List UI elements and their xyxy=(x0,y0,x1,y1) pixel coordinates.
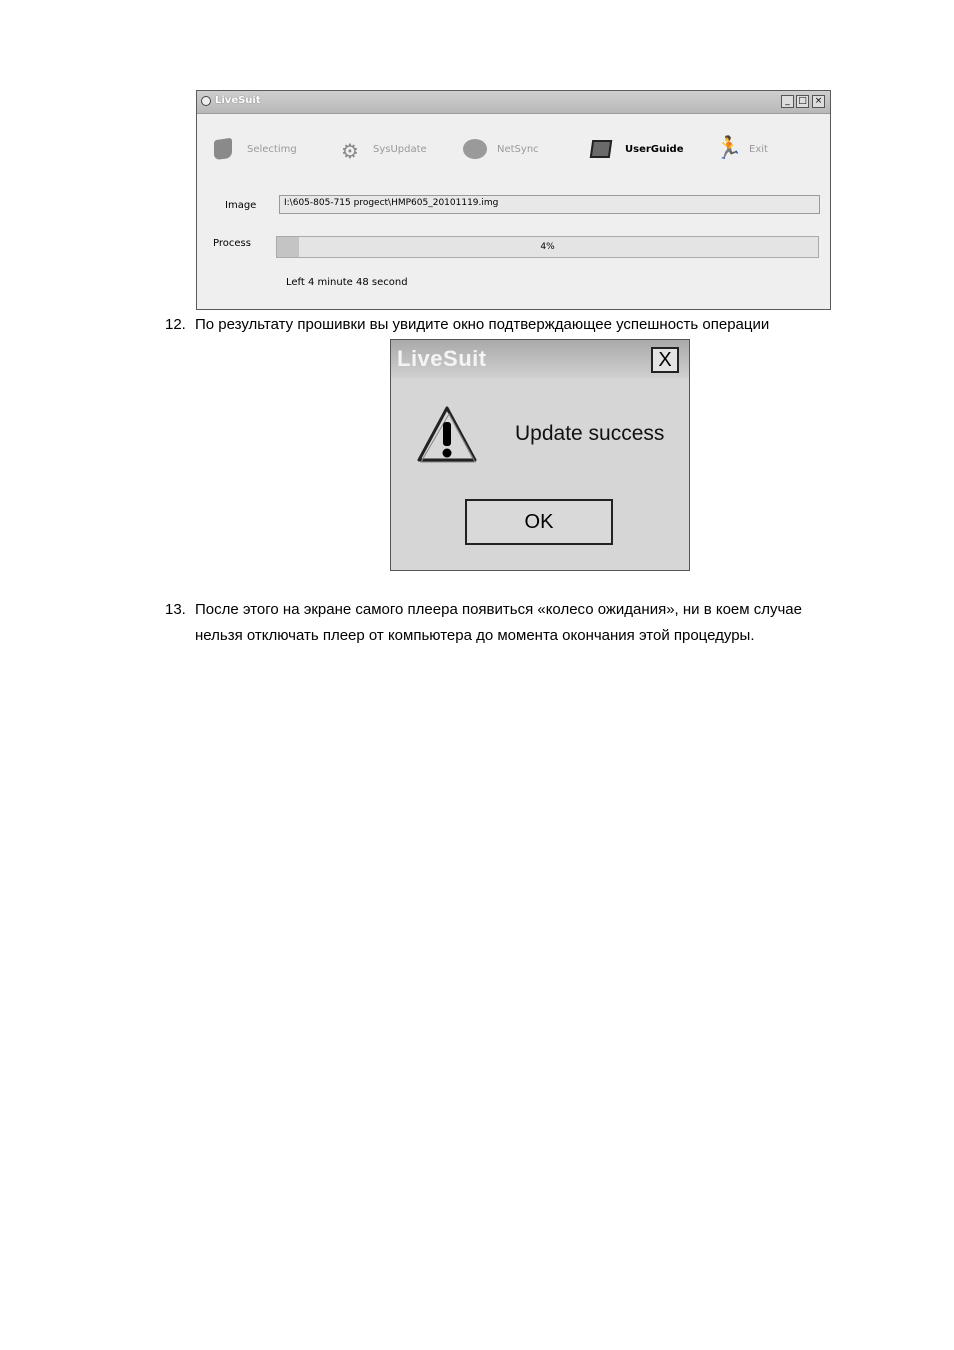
toolbar-netsync[interactable] xyxy=(461,131,539,167)
step-text-line-2: нельзя отключать плеер от компьютера до момента окончания этой процедуры. xyxy=(195,627,755,644)
close-button[interactable]: × xyxy=(812,95,825,108)
dialog-message: Update success xyxy=(515,422,665,445)
livesuit-titlebar xyxy=(197,91,830,114)
toolbar-sysupdate[interactable] xyxy=(337,131,427,167)
time-left-text: Left 4 minute 48 second xyxy=(286,277,408,288)
warning-icon xyxy=(417,406,477,464)
runner-icon: 🏃 xyxy=(715,136,743,161)
toolbar-label: Exit xyxy=(749,143,768,155)
toolbar-label: NetSync xyxy=(497,143,539,155)
step-text-line-1: После этого на экране самого плеера появиться «колесо ожидания», ни в коем случае xyxy=(195,601,802,618)
maximize-button[interactable]: □ xyxy=(796,95,809,108)
minimize-button[interactable]: _ xyxy=(781,95,794,108)
package-icon xyxy=(211,137,235,161)
gears-icon: ⚙ xyxy=(341,139,359,163)
livesuit-window xyxy=(196,90,831,310)
dialog-title: LiveSuit xyxy=(397,346,487,371)
toolbar-label: Selectimg xyxy=(247,143,297,155)
toolbar-label: SysUpdate xyxy=(373,143,427,155)
update-success-dialog xyxy=(390,339,690,571)
step-12 xyxy=(165,312,865,338)
progress-text: 4% xyxy=(540,242,555,252)
toolbar-selectimg[interactable] xyxy=(211,131,297,167)
image-label: Image xyxy=(225,200,257,211)
book-icon xyxy=(589,137,613,161)
bubble-icon xyxy=(461,137,485,161)
progress-bar xyxy=(276,236,819,258)
dialog-titlebar xyxy=(391,340,689,378)
image-path-field[interactable]: I:\605-805-715 progect\HMP605_20101119.img xyxy=(279,195,820,214)
step-13 xyxy=(165,597,885,649)
toolbar-exit[interactable] xyxy=(713,131,768,167)
process-label: Process xyxy=(213,238,251,249)
toolbar xyxy=(197,131,830,167)
toolbar-userguide[interactable] xyxy=(589,131,683,167)
step-number: 12. xyxy=(165,316,186,333)
app-icon xyxy=(201,96,211,106)
ok-button[interactable]: OK xyxy=(465,499,613,545)
step-number: 13. xyxy=(165,601,186,618)
dialog-close-button[interactable]: X xyxy=(651,347,679,373)
window-title: LiveSuit xyxy=(215,95,261,106)
toolbar-label: UserGuide xyxy=(625,143,684,155)
step-text: По результату прошивки вы увидите окно подтверждающее успешность операции xyxy=(195,316,770,333)
